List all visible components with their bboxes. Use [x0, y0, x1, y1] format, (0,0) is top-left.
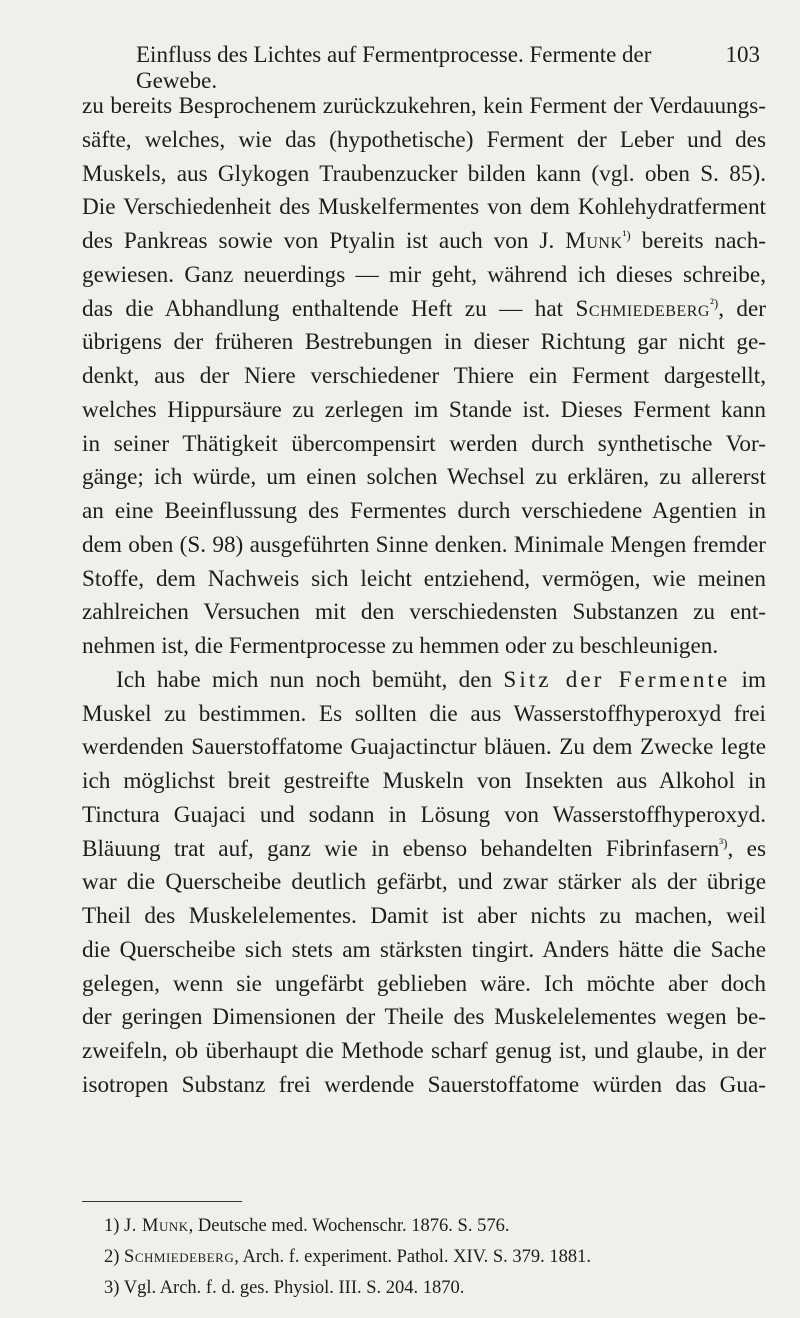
- text-line: Muskel zu bestimmen. Es sollten die aus Wasserstoffhyperoxyd frei: [82, 700, 766, 727]
- text-line: ich möglichst breit gestreifte Muskeln von Insekten aus Alkohol in: [82, 768, 766, 794]
- text-line: denkt, aus der Niere verschiedener Thiere ein Ferment dargestellt,: [82, 363, 766, 389]
- text-fragment: im: [741, 666, 767, 693]
- text-line: die Querscheibe sich stets am stärksten tingirt. Anders hätte die Sache: [82, 936, 766, 963]
- text-line: Theil des Muskelelementes. Damit ist aber nichts zu machen, weil: [82, 903, 766, 929]
- text-line: werdenden Sauerstoffatome Guajactinctur bläuen. Zu dem Zwecke legte: [82, 734, 766, 761]
- footnote-ref: ¹): [622, 227, 631, 243]
- footnote-ref: ³): [719, 834, 728, 850]
- text-fragment: Bläuung trat auf, ganz wie in ebenso behandelten Fibrinfasern: [82, 835, 720, 862]
- text-line: Tinctura Guajaci und sodann in Lösung von Wasserstoffhyperoxyd.: [82, 801, 766, 828]
- footnote-text: , Arch. f. experiment. Pathol. XIV. S. 379. 1881.: [234, 1247, 592, 1267]
- text-line: [82, 293, 766, 327]
- text-line: isotropen Substanz frei werdende Sauerstoffatome würden das Gua-: [82, 1071, 766, 1098]
- author-name: Munk: [565, 228, 623, 254]
- footnotes: [104, 1211, 591, 1304]
- running-title: Einfluss des Lichtes auf Fermentprocesse. Fermente der Gewebe.: [136, 42, 652, 93]
- footnote: [104, 1273, 591, 1304]
- footnote: [104, 1211, 591, 1242]
- text-line: zu bereits Besprochenem zurückzukehren, kein Ferment der Verdauungs-: [82, 93, 766, 119]
- text-line: an eine Beeinflussung des Fermentes durch verschiedene Agentien in: [82, 498, 766, 524]
- text-line: dem oben (S. 98) ausgeführten Sinne denken. Minimale Mengen fremder: [82, 531, 766, 558]
- text-line: gelegen, wenn sie ungefärbt geblieben wäre. Ich möchte aber doch: [82, 970, 766, 997]
- text-fragment: bereits nach-: [641, 228, 767, 254]
- text-line: gänge; ich würde, um einen solchen Wechsel zu erklären, zu allererst: [82, 464, 766, 491]
- text-fragment: Ich habe mich nun noch bemüht, den: [116, 666, 493, 693]
- text-line: säfte, welches, wie das (hypothetische) Ferment der Leber und des: [82, 126, 766, 153]
- footnote-marker: 2): [104, 1247, 120, 1267]
- text-fragment: , der: [718, 295, 767, 322]
- text-line: gewiesen. Ganz neuerdings — mir geht, während ich dieses schreibe,: [82, 261, 766, 288]
- footnote-marker: 1): [104, 1216, 120, 1236]
- footnote-author: J. Munk: [124, 1216, 189, 1236]
- text-line: übrigens der früheren Bestrebungen in dieser Richtung gar nicht ge-: [82, 329, 766, 356]
- footnote-author: Schmiedeberg: [124, 1247, 235, 1267]
- text-line: der geringen Dimensionen der Theile des Muskelelementes wegen be-: [82, 1004, 766, 1031]
- text-fragment: , es: [727, 835, 766, 862]
- footnote-text: Vgl. Arch. f. d. ges. Physiol. III. S. 204. 1870.: [123, 1278, 465, 1298]
- text-line: zahlreichen Versuchen mit den verschiedensten Substanzen zu ent-: [82, 599, 766, 626]
- text-fragment: das die Abhandlung enthaltende Heft zu — hat: [82, 295, 564, 322]
- footnote: [104, 1242, 591, 1273]
- main-text: [82, 90, 766, 1103]
- text-line: war die Querscheibe deutlich gefärbt, und zwar stärker als der übrige: [82, 869, 766, 896]
- footnote-ref: ²): [709, 294, 719, 310]
- text-line: Die Verschiedenheit des Muskelfermentes von dem Kohlehydratferment: [82, 194, 766, 221]
- author-name: Schmiedeberg: [575, 295, 710, 322]
- text-line: in seiner Thätigkeit übercompensirt werden durch synthetische Vor-: [82, 430, 766, 457]
- page-header: [136, 42, 760, 94]
- text-line: [82, 225, 766, 259]
- text-line: Stoffe, dem Nachweis sich leicht entziehend, vermögen, wie meinen: [82, 565, 766, 592]
- text-line: zweifeln, ob überhaupt die Methode scharf genug ist, und glaube, in der: [82, 1038, 766, 1064]
- page-number: 103: [725, 42, 760, 67]
- emphasis-text: Sitz der Fermente: [503, 666, 731, 693]
- text-line: nehmen ist, die Fermentprocesse zu hemmen oder zu beschleunigen.: [82, 633, 719, 659]
- footnote-marker: 3): [104, 1278, 120, 1298]
- text-fragment: des Pankreas sowie von Ptyalin ist auch von J.: [82, 228, 555, 254]
- text-line: Muskels, aus Glykogen Traubenzucker bilden kann (vgl. oben S. 85).: [82, 160, 766, 187]
- footnote-text: , Deutsche med. Wochenschr. 1876. S. 576.: [188, 1216, 510, 1236]
- text-line: [82, 664, 766, 698]
- footnote-divider: [82, 1201, 242, 1202]
- text-line: welches Hippursäure zu zerlegen im Stande ist. Dieses Ferment kann: [82, 396, 766, 423]
- text-line: [82, 833, 766, 867]
